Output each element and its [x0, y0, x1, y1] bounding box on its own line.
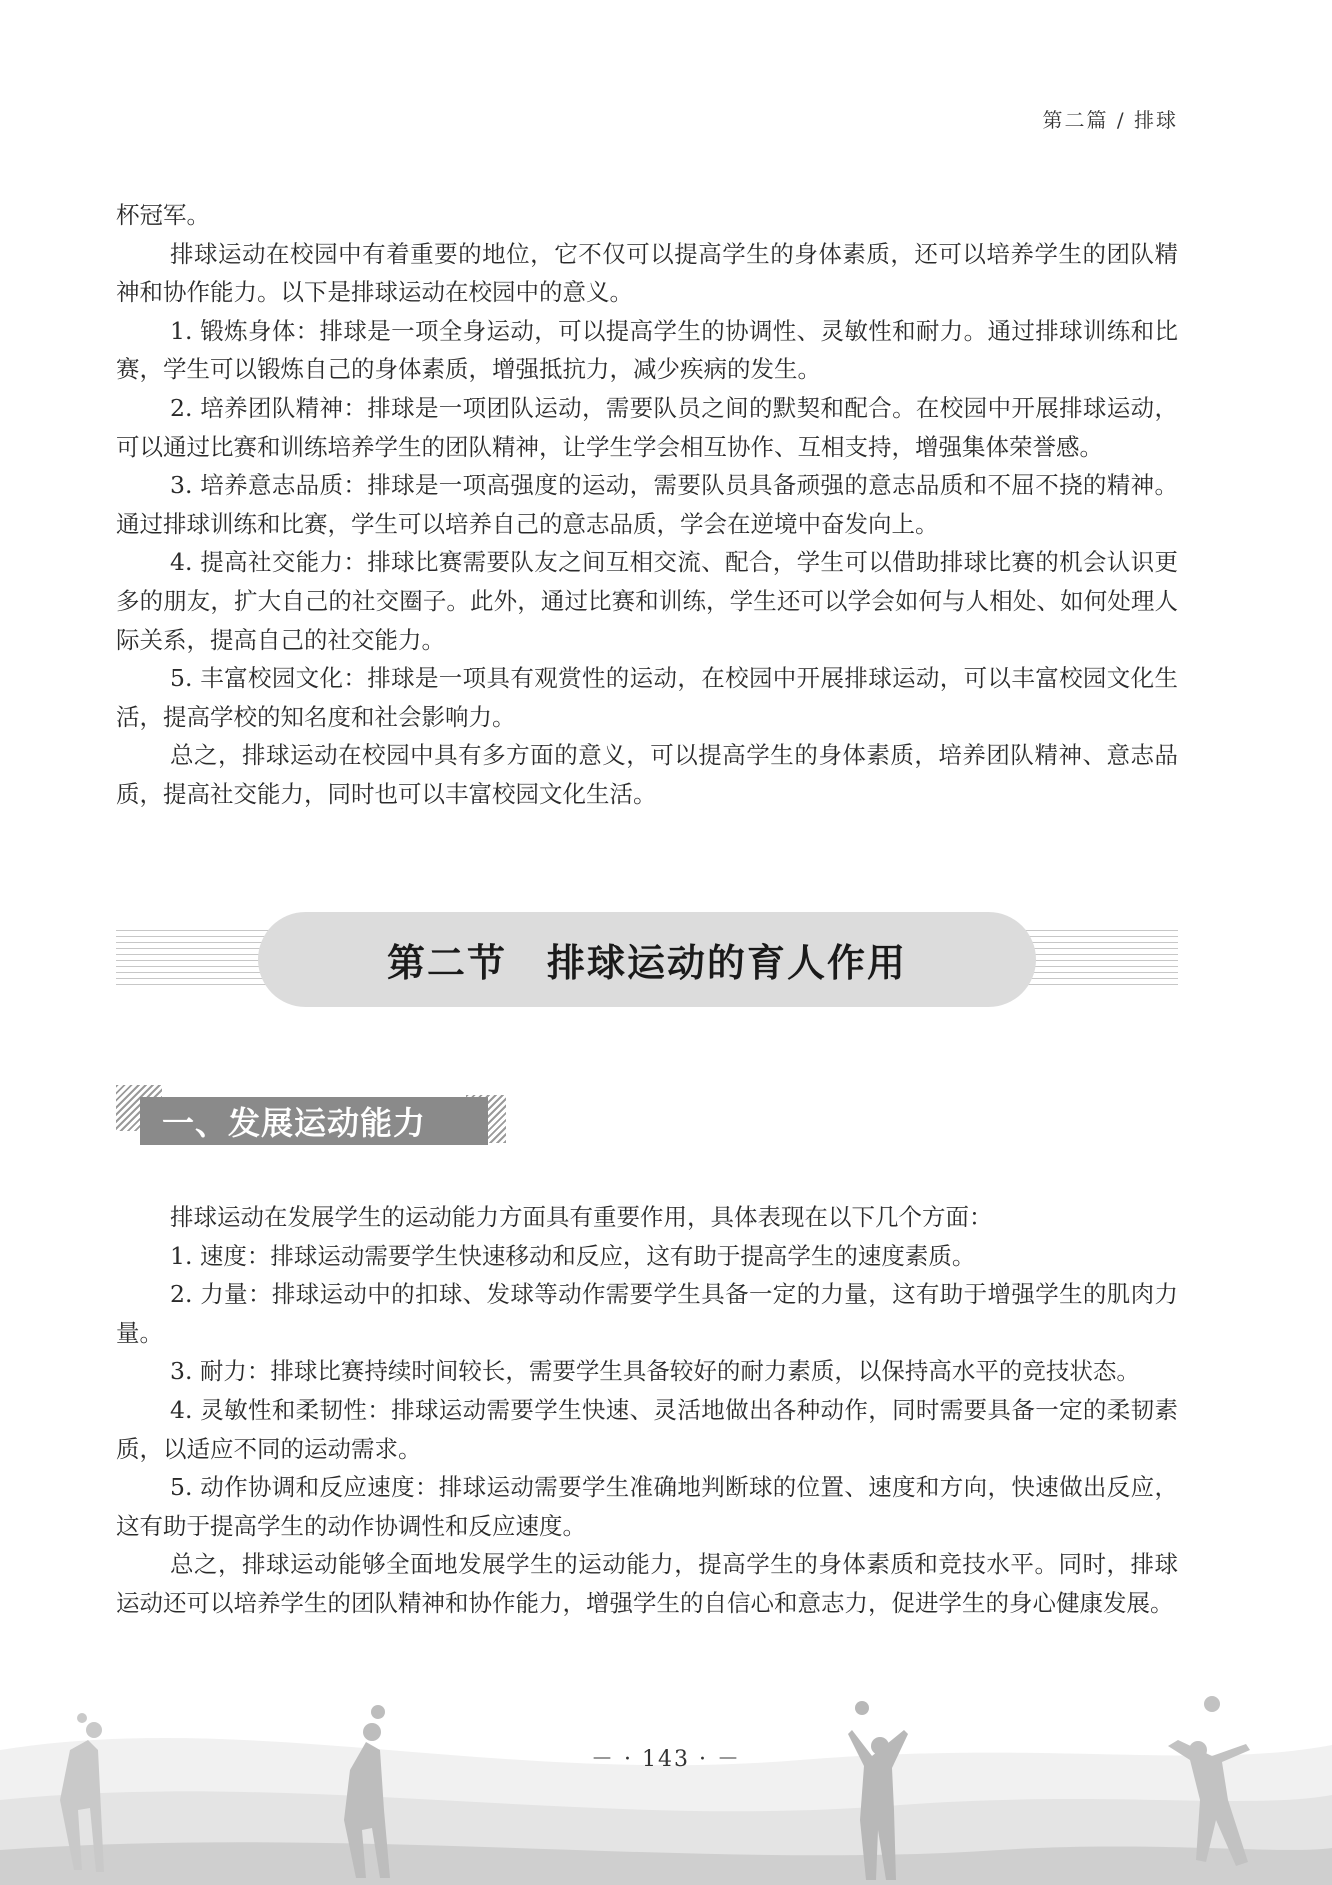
section-title: 第二节 排球运动的育人作用: [386, 940, 907, 985]
banner-lines-left: [116, 930, 276, 990]
paragraph: 1. 速度：排球运动需要学生快速移动和反应，这有助于提高学生的速度素质。: [170, 1241, 976, 1270]
paragraph: 总之，排球运动能够全面地发展学生的运动能力，提高学生的身体素质和竞技水平。同时，排球运动还可以培养学生的团队精神和协作能力，增强学生的自信心和意志力，促进学生的身心健康发展。: [116, 1550, 1178, 1617]
paragraph: 4. 提高社交能力：排球比赛需要队友之间互相交流、配合，学生可以借助排球比赛的机会认识更多的朋友，扩大自己的社交圈子。此外，通过比赛和训练，学生还可以学会如何与人相处、如何处理人际关系，提高自己的社交能力。: [116, 548, 1178, 654]
intro-text-block: [116, 196, 1178, 814]
section-banner: [116, 912, 1178, 1007]
subsection-title: 一、发展运动能力: [162, 1104, 427, 1142]
paragraph: 2. 力量：排球运动中的扣球、发球等动作需要学生具备一定的力量，这有助于增强学生的肌肉力量。: [116, 1280, 1178, 1347]
paragraph: 1. 锻炼身体：排球是一项全身运动，可以提高学生的协调性、灵敏性和耐力。通过排球训练和比赛，学生可以锻炼自己的身体素质，增强抵抗力，减少疾病的发生。: [116, 316, 1178, 384]
paragraph: 3. 培养意志品质：排球是一项高强度的运动，需要队员具备顽强的意志品质和不屈不挠的精神。通过排球训练和比赛，学生可以培养自己的意志品质，学会在逆境中奋发向上。: [116, 471, 1178, 538]
running-head: 第二篇 / 排球: [1042, 108, 1178, 132]
subsection-title-bar: [140, 1097, 488, 1145]
paragraph: 2. 培养团队精神：排球是一项团队运动，需要队员之间的默契和配合。在校园中开展排球运动，可以通过比赛和训练培养学生的团队精神，让学生学会相互协作、互相支持，增强集体荣誉感。: [116, 393, 1178, 461]
paragraph: 5. 丰富校园文化：排球是一项具有观赏性的运动，在校园中开展排球运动，可以丰富校园文化生活，提高学校的知名度和社会影响力。: [116, 664, 1178, 731]
page-number: － · 143 · －: [591, 1747, 741, 1772]
paragraph: 总之，排球运动在校园中具有多方面的意义，可以提高学生的身体素质，培养团队精神、意志品质，提高社交能力，同时也可以丰富校园文化生活。: [116, 741, 1178, 808]
section-title-pill: [258, 912, 1036, 1007]
paragraph: 5. 动作协调和反应速度：排球运动需要学生准确地判断球的位置、速度和方向，快速做出反应，这有助于提高学生的动作协调性和反应速度。: [116, 1473, 1178, 1540]
banner-lines-right: [1018, 930, 1178, 990]
paragraph: 排球运动在发展学生的运动能力方面具有重要作用，具体表现在以下几个方面：: [170, 1203, 993, 1231]
volleyball-players-illustration: [0, 1690, 1332, 1885]
subsection-text-block: [116, 1198, 1178, 1623]
paragraph: 杯冠军。: [116, 201, 210, 229]
paragraph: 排球运动在校园中有着重要的地位，它不仅可以提高学生的身体素质，还可以培养学生的团队精神和协作能力。以下是排球运动在校园中的意义。: [116, 239, 1178, 307]
paragraph: 3. 耐力：排球比赛持续时间较长，需要学生具备较好的耐力素质，以保持高水平的竞技状态。: [170, 1357, 1140, 1386]
subsection-heading: [116, 1085, 516, 1155]
paragraph: 4. 灵敏性和柔韧性：排球运动需要学生快速、灵活地做出各种动作，同时需要具备一定的柔韧素质，以适应不同的运动需求。: [116, 1395, 1178, 1463]
